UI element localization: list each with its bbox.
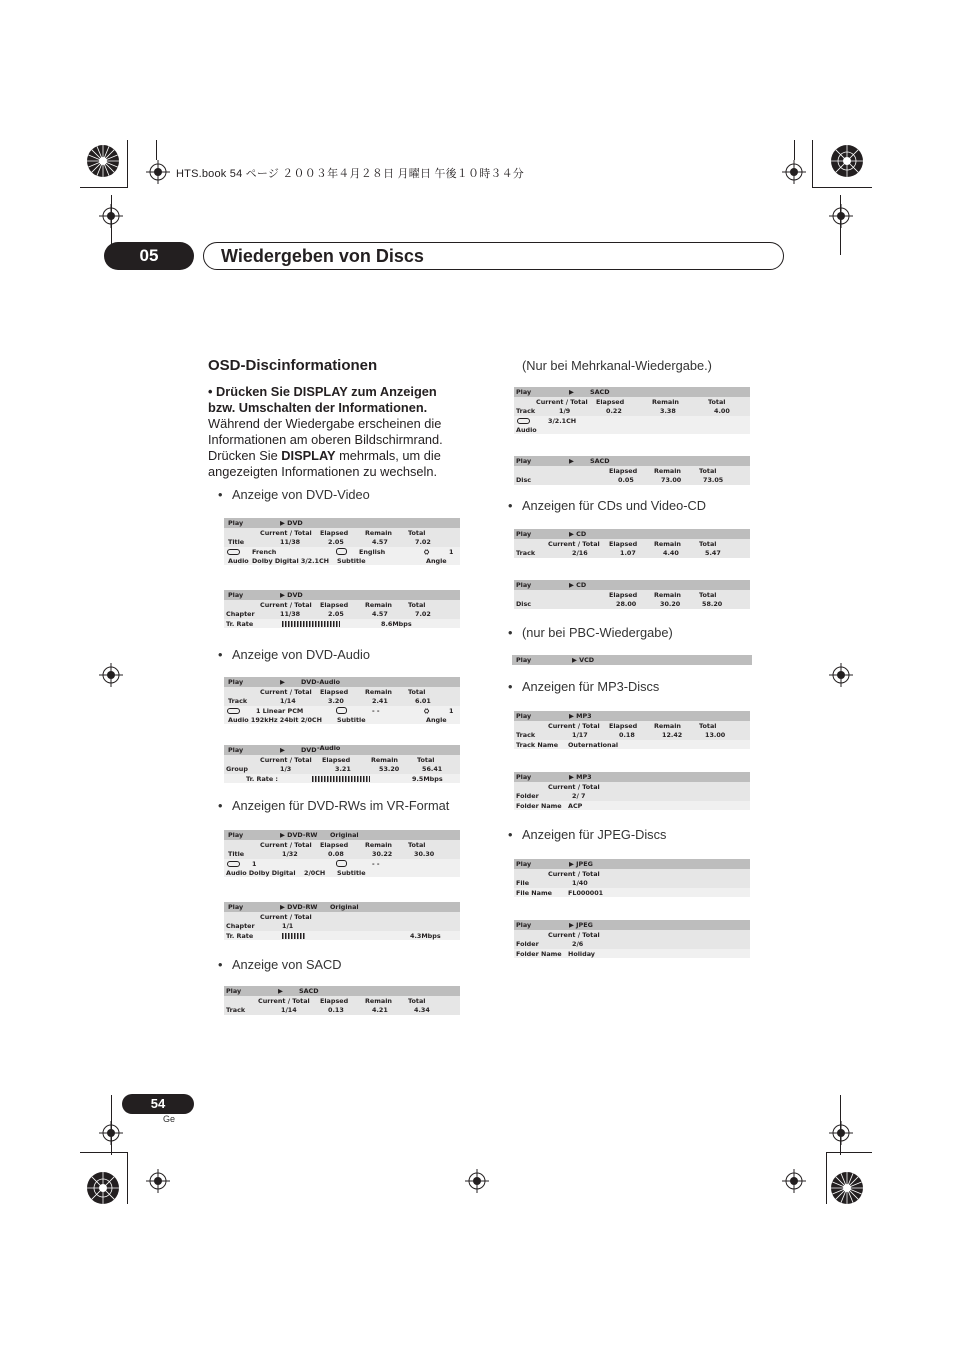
registration-mark-icon bbox=[829, 663, 853, 687]
intro-paragraph bbox=[208, 384, 466, 480]
registration-mark-icon bbox=[99, 204, 123, 228]
page-number: 54 bbox=[122, 1094, 194, 1114]
osd-dvd-rw-1: Play ▶ DVD-RW Original Current / Total Elapsed Remain Total Title 1/32 0.08 30.22 30.30 1 - - Audio Dolby Digital 2/0CH Subtitle bbox=[224, 830, 460, 877]
osd-dvd-audio-1: Play ▶ DVD-Audio Current / Total Elapsed Remain Total Track 1/14 3.20 2.41 6.01 1 Linear PCM - - ⛭ 1 Audio 192kHz 24bit 2/0CH Subtitle Angle bbox=[224, 677, 460, 724]
angle-icon: ⛭ bbox=[424, 706, 430, 715]
audio-icon bbox=[517, 418, 530, 424]
language-code: Ge bbox=[163, 1114, 176, 1124]
subtitle-icon bbox=[336, 548, 347, 555]
osd-dvd-video-1: Play ▶ DVD Current / Total Elapsed Remain Total Title 11/38 2.05 4.57 7.02 French English ⛭ 1 Audio Dolby Digital 3/2.1CH Subtitle Angle bbox=[224, 518, 460, 565]
bullet-dvd-video: • Anzeige von DVD-Video bbox=[218, 487, 370, 502]
starburst-mark-icon bbox=[86, 144, 120, 178]
print-header: HTS.book 54 ページ ２００３年４月２８日 月曜日 午後１０時３４分 bbox=[176, 168, 525, 180]
bitrate-meter bbox=[282, 621, 340, 627]
bullet-sacd: • Anzeige von SACD bbox=[218, 957, 342, 972]
bullet-dvd-rw: • Anzeigen für DVD-RWs im VR-Format bbox=[218, 798, 450, 813]
note-multichannel: (Nur bei Mehrkanal-Wiedergabe.) bbox=[522, 358, 712, 373]
audio-icon bbox=[227, 549, 240, 555]
osd-mp3-2: Play ▶ MP3 Current / Total Folder 2/ 7 Folder Name ACP bbox=[514, 772, 750, 810]
starburst-mark-icon bbox=[830, 144, 864, 178]
intro-body-2: mehrmals, um die angezeigten Informationen zu wechseln. bbox=[208, 448, 441, 479]
osd-jpeg-2: Play ▶ JPEG Current / Total Folder 2/6 Folder Name Holiday bbox=[514, 920, 750, 958]
starburst-mark-icon bbox=[830, 1171, 864, 1205]
osd-dvd-rw-2: Play ▶ DVD-RW Original Current / Total Chapter 1/1 Tr. Rate 4.3Mbps bbox=[224, 902, 460, 940]
audio-icon bbox=[227, 708, 240, 714]
bullet-dvd-audio: • Anzeige von DVD-Audio bbox=[218, 647, 370, 662]
subtitle-icon bbox=[336, 707, 347, 714]
intro-body-1: Während der Wiedergabe erscheinen die Informationen am oberen Bildschirmrand. Drücken Sie bbox=[208, 416, 443, 463]
angle-icon: ⛭ bbox=[424, 547, 430, 556]
subtitle-icon bbox=[336, 860, 347, 867]
osd-sacd-3: Play ▶ SACD Elapsed Remain Total Disc 0.05 73.00 73.05 bbox=[514, 456, 750, 485]
bullet-mp3: • Anzeigen für MP3-Discs bbox=[508, 679, 660, 694]
chapter-title: Wiedergeben von Discs bbox=[203, 242, 784, 270]
osd-cd-2: Play ▶ CD Elapsed Remain Total Disc 28.00 30.20 58.20 bbox=[514, 580, 750, 609]
registration-mark-icon bbox=[782, 160, 806, 184]
osd-mp3-1: Play ▶ MP3 Current / Total Elapsed Remain Total Track 1/17 0.18 12.42 13.00 Track Name Outernational bbox=[514, 711, 750, 749]
osd-vcd: Play ▶ VCD bbox=[512, 655, 752, 665]
bullet-cd: • Anzeigen für CDs und Video-CD bbox=[508, 498, 706, 513]
intro-body-bold: DISPLAY bbox=[281, 448, 336, 463]
osd-dvd-video-2: Play ▶ DVD Current / Total Elapsed Remain Total Chapter 11/38 2.05 4.57 7.02 Tr. Rate 8.6Mbps bbox=[224, 590, 460, 628]
registration-mark-icon bbox=[829, 1121, 853, 1145]
osd-jpeg-1: Play ▶ JPEG Current / Total File 1/40 File Name FL000001 bbox=[514, 859, 750, 897]
registration-mark-icon bbox=[146, 160, 170, 184]
bullet-jpeg: • Anzeigen für JPEG-Discs bbox=[508, 827, 667, 842]
osd-sacd-1: Play ▶ SACD Current / Total Elapsed Remain Total Track 1/14 0.13 4.21 4.34 bbox=[224, 986, 460, 1015]
osd-cd-1: Play ▶ CD Current / Total Elapsed Remain Total Track 2/16 1.07 4.40 5.47 bbox=[514, 529, 750, 558]
bitrate-meter bbox=[282, 933, 306, 939]
osd-sacd-2: Play ▶ SACD Current / Total Elapsed Remain Total Track 1/9 0.22 3.38 4.00 3/2.1CH Audio bbox=[514, 387, 750, 434]
section-heading: OSD-Discinformationen bbox=[208, 357, 378, 374]
registration-mark-icon bbox=[465, 1169, 489, 1193]
registration-mark-icon bbox=[829, 204, 853, 228]
audio-icon bbox=[227, 861, 240, 867]
registration-mark-icon bbox=[782, 1169, 806, 1193]
osd-dvd-audio-2: Play ▶ DVD -Audio Current / Total Elapsed Remain Total Group 1/3 3.21 53.20 56.41 Tr. Rate : 9.5Mbps bbox=[224, 745, 460, 783]
starburst-mark-icon bbox=[86, 1171, 120, 1205]
chapter-number: 05 bbox=[104, 242, 194, 270]
registration-mark-icon bbox=[99, 1121, 123, 1145]
bullet-pbc: • (nur bei PBC-Wiedergabe) bbox=[508, 625, 673, 640]
registration-mark-icon bbox=[99, 663, 123, 687]
bitrate-meter bbox=[312, 776, 370, 782]
intro-lead: • Drücken Sie DISPLAY zum Anzeigen bzw. Umschalten der Informationen. bbox=[208, 384, 437, 415]
registration-mark-icon bbox=[146, 1169, 170, 1193]
